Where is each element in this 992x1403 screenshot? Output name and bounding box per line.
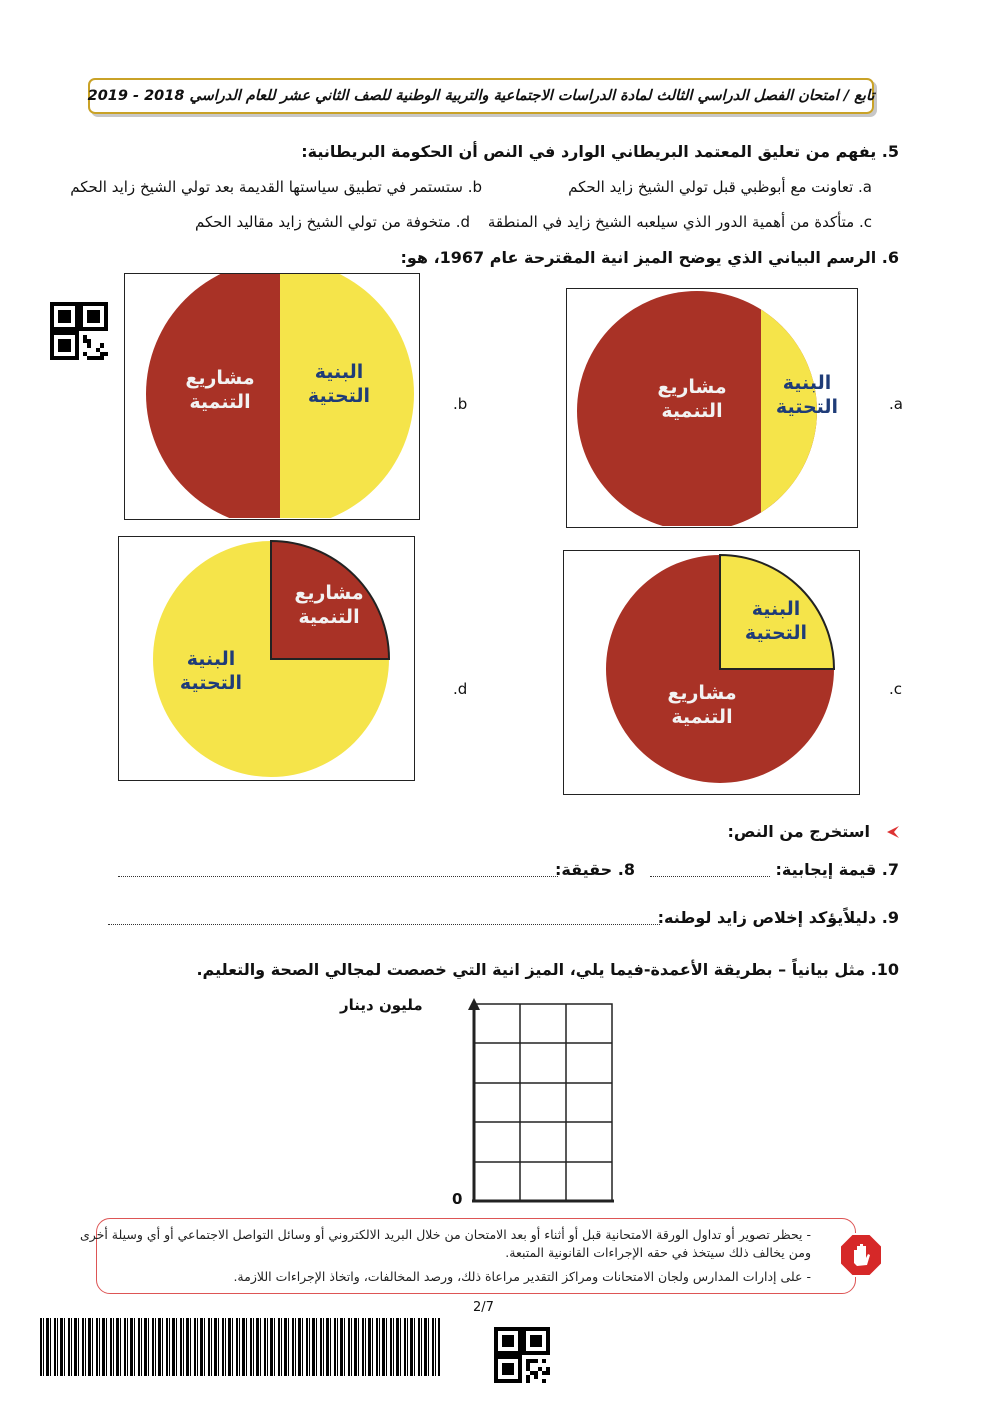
pie-d-label-infrastructure-line-1: البنية xyxy=(186,648,236,670)
pie-chart-option-d-frame xyxy=(118,536,415,781)
pie-c-label-infrastructure-line-2: التحتية xyxy=(744,622,808,644)
pie-chart-option-b-frame xyxy=(124,273,420,520)
question-8-answer-line[interactable] xyxy=(118,876,558,877)
pie-c-label-development-line-1: مشاريع xyxy=(667,682,737,704)
warning-line-2: ومن يخالف ذلك سيتخذ في حقه الإجراءات القانونية المتبعة. xyxy=(505,1245,811,1260)
pie-b-label-infrastructure-line-2: التحتية xyxy=(307,385,371,407)
pie-b-label-development-line-1: مشاريع xyxy=(185,367,255,389)
barcode-icon xyxy=(40,1318,440,1376)
pie-b-label-development-line-2: التنمية xyxy=(189,391,251,413)
answer-grid-lines xyxy=(474,1004,612,1201)
pie-chart-option-c-frame xyxy=(563,550,860,795)
arrow-bullet-icon xyxy=(886,824,900,838)
question-9-label: 9. دليلاًيؤكد إخلاص زايد لوطنه: xyxy=(657,908,899,927)
pie-b-label-infrastructure-line-1: البنية xyxy=(314,361,364,383)
exam-header-banner xyxy=(88,78,874,114)
pie-a-label-infrastructure-line-1: البنية xyxy=(782,372,832,394)
question-9-answer-line[interactable] xyxy=(108,924,660,925)
pie-chart-option-d xyxy=(119,537,413,779)
pie-chart-option-b xyxy=(125,274,418,518)
warning-box xyxy=(79,1218,856,1294)
question-5-option-c: c. متأكدة من أهمية الدور الذي سيلعبه الشيخ زايد في المنطقة xyxy=(487,213,872,231)
pie-d-label-infrastructure-line-2: التحتية xyxy=(179,672,243,694)
qr-code-icon xyxy=(50,302,108,360)
question-5-option-d: d. متخوفة من تولي الشيخ زايد مقاليد الحكم xyxy=(195,213,470,231)
question-5-text: 5. يفهم من تعليق المعتمد البريطاني الوارد في النص أن الحكومة البريطانية: xyxy=(301,142,899,161)
zero-label: 0 xyxy=(452,1190,463,1208)
option-letter-a: .a xyxy=(889,395,903,413)
pie-d-label-development-line-1: مشاريع xyxy=(294,582,364,604)
question-10-text: 10. مثل بيانياً – بطريقة الأعمدة-فيما يلي، الميز انية التي خصصت لمجالي الصحة والتعليم. xyxy=(196,960,899,979)
page-number: 2/7 xyxy=(473,1300,494,1315)
question-6-text: 6. الرسم البياني الذي يوضح الميز انية المقترحة عام 1967، هو: xyxy=(400,248,899,267)
option-letter-b: .b xyxy=(453,395,468,413)
pie-a-label-infrastructure-line-2: التحتية xyxy=(775,396,839,418)
warning-line-1: - يحظر تصوير أو تداول الورقة الامتحانية قبل أو أثناء أو بعد الامتحان من خلال البريد الالكتروني أو وسائل التواصل الاجتماعي أو أي وسيلة أخرى xyxy=(79,1227,811,1242)
warning-line-3: - على إدارات المدارس ولجان الامتحانات ومراكز التقدير مراعاة ذلك، ورصد المخالفات، واتخاذ الإجراءات اللازمة. xyxy=(233,1269,811,1284)
option-letter-c: .c xyxy=(889,680,903,698)
pie-chart-option-c xyxy=(564,551,858,793)
pie-c-label-development-line-2: التنمية xyxy=(671,706,733,728)
pie-chart-option-a-frame xyxy=(566,288,858,528)
bar-chart-answer-grid[interactable] xyxy=(400,996,620,1206)
pie-d-label-development-line-2: التنمية xyxy=(298,606,360,628)
pie-chart-option-a xyxy=(567,289,856,526)
exam-header-title: تابع / امتحان الفصل الدراسي الثالث لمادة الدراسات الاجتماعية والتربية الوطنية للصف الثاني عشر للعام الدراسي 2018 - 2019 xyxy=(87,88,875,104)
pie-c-label-infrastructure-line-1: البنية xyxy=(751,598,801,620)
qr-code-icon xyxy=(494,1327,550,1383)
question-7-label: 7. قيمة إيجابية: xyxy=(775,860,899,879)
question-5-option-a: a. تعاونت مع أبوظبي قبل تولي الشيخ زايد الحكم xyxy=(568,178,872,196)
y-axis-label: مليون دينار xyxy=(340,996,423,1014)
pie-a-label-development-line-1: مشاريع xyxy=(657,376,727,398)
question-8-label: 8. حقيقة: xyxy=(555,860,635,879)
pie-a-label-development-line-2: التنمية xyxy=(661,400,723,422)
extract-heading: استخرج من النص: xyxy=(727,822,870,841)
option-letter-d: .d xyxy=(453,680,468,698)
question-7-answer-line[interactable] xyxy=(650,876,770,877)
stop-hand-icon xyxy=(839,1233,883,1277)
question-5-option-b: b. ستستمر في تطبيق سياستها القديمة بعد تولي الشيخ زايد الحكم xyxy=(70,178,482,196)
